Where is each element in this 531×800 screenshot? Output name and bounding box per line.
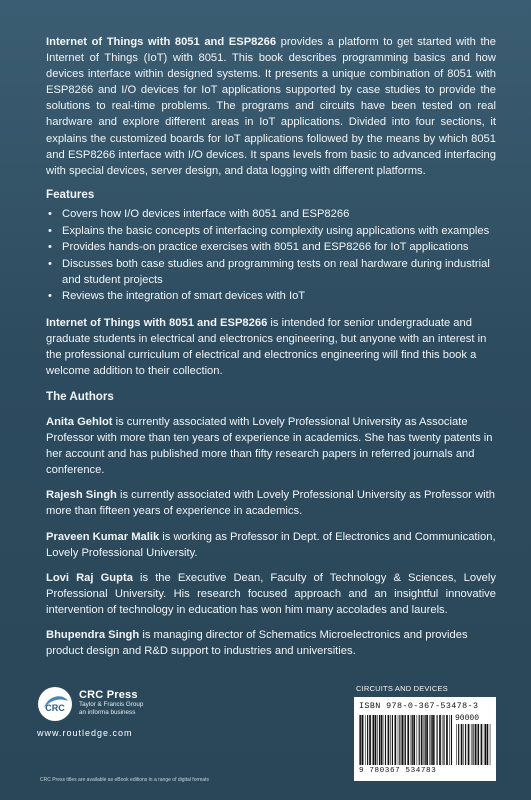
feature-item: • Discusses both case studies and programming tests on real hardware during industrial and student projects [46,256,496,288]
author-bio [46,487,496,519]
barcode-bar [465,724,466,765]
barcode-bar [432,715,434,765]
barcode-bar [481,724,483,765]
author-bio-text: is currently associated with Lovely Professional University as Associate Professor with more than ten years of experience in academics. She has twenty patents in her account and has published more than fifty research papers in referred journals and conference. [46,415,493,477]
barcode-bar [468,724,470,765]
barcode-bar [451,715,452,765]
author-bio [46,529,496,561]
barcode-bar [431,715,432,765]
author-name: Rajesh Singh [46,489,117,502]
features-heading: Features [46,187,95,201]
barcode-bar [407,715,409,765]
feature-item: • Explains the basic concepts of interfacing complexity using applications with examples [46,223,496,239]
feature-item: • Covers how I/O devices interface with 8051 and ESP8266 [46,206,496,222]
barcode-bar [426,715,428,765]
ean-barcode-bars [359,715,454,765]
barcode-bar [484,724,485,765]
author-bio [46,570,496,618]
barcode-bar [424,715,425,765]
crc-logo-icon [37,686,73,722]
ebook-note: CRC Press titles are available as eBook editions in a range of digital formats [40,777,209,783]
barcode-bar [425,715,426,765]
barcode-bar [439,715,441,765]
barcode-bar [458,724,459,765]
features-list [46,206,496,305]
barcode-bar [473,724,474,765]
publisher-text [79,689,143,717]
barcode-bar [413,715,415,765]
intro-book-title: Internet of Things with 8051 and ESP8266 [46,36,277,48]
barcode-bar [419,715,420,765]
barcode-bar [412,715,413,765]
ean-digits: 9 780367 534783 [359,767,437,775]
intro-paragraph [46,34,496,179]
barcode-bar [434,715,435,765]
crc-logo-text: CRC [45,703,65,713]
barcode-bar [367,715,368,765]
barcode-bar [372,715,373,765]
barcode-bar [399,715,400,765]
author-name: Praveen Kumar Malik [46,530,160,543]
cover-text-content [46,34,496,659]
barcode-bar [429,715,430,765]
barcode-bar [449,715,450,765]
barcode-bar [398,715,399,765]
barcode-bar [362,715,364,765]
author-name: Lovi Raj Gupta [46,571,133,584]
publisher-group: Taylor & Francis Group [79,701,144,708]
isbn-number: ISBN 978-0-367-53478-3 [359,701,479,711]
addon-barcode-bars [456,724,492,765]
feature-item: • Provides hands-on practice exercises with 8051 and ESP8266 for IoT applications [46,239,496,255]
barcode-bar [404,715,405,765]
barcode-bar [395,715,397,765]
barcode-bar [401,715,403,765]
audience-paragraph [46,315,496,379]
author-bio-text: is the Executive Dean, Faculty of Technology & Sciences, Lovely Professional University. His research focused approach and an insightful innovative intervention of technology in education has won him many accolades and laurels. [46,571,496,616]
author-bio-text: is working as Professor in Dept. of Electronics and Communication, Lovely Professional University. [46,530,496,559]
barcode-bar [411,715,412,765]
publisher-name: CRC Press [79,689,138,701]
barcode-bar [461,724,463,765]
audience-book-title: Internet of Things with 8051 and ESP8266 [46,316,268,329]
barcode-bar [383,715,384,765]
barcode-bar [381,715,383,765]
barcode-bar [365,715,366,765]
barcode-bar [475,724,477,765]
barcode-bar [392,715,393,765]
barcode-bar [377,715,378,765]
publisher-block [37,686,197,756]
barcode-bar [485,724,486,765]
barcode-bar [421,715,423,765]
audience-body: is intended for senior undergraduate and graduate students in electrical and electronics engineering, but anyone with an interest in the professional curriculum of electrical and electronics engineering will find this book a welcome addition to their collection. [46,316,487,377]
barcode-bar [388,715,390,765]
feature-item: • Reviews the integration of smart devices with IoT [46,288,496,304]
publisher-business: an informa business [79,709,136,716]
barcode-bar [373,715,374,765]
barcode-bar [379,715,380,765]
barcode-bar [359,715,360,765]
isbn-barcode [354,697,496,781]
price-code: 90000 [455,714,480,723]
intro-body: provides a platform to get started with the Internet of Things (IoT) with 8051. This book describes programming basics and how devices interface within designed systems. It presents a unique combination of 8051 with ESP8266 and I/O devices for IoT applications supported by case studies to provide the solutions to real-time problems. The programs and circuits have been tested on real hardware and explore different areas in IoT applications. Divided into four sections, it explains the customized boards for IoT applications followed by the means by which 8051 and ESP8266 interface with I/O devices. It spans levels from basic to advanced interfacing with special devices, server design, and data logging with different platforms. [46,36,496,177]
author-bio-text: is currently associated with Lovely Professional University as Professor with more than fifteen years of experience in academics. [46,489,495,518]
barcode-bar [390,715,391,765]
barcode-bar [437,715,438,765]
barcode-bar [477,724,478,765]
author-bio [46,627,496,659]
barcode-bar [442,715,443,765]
barcode-bar [360,715,361,765]
barcode-bar [375,715,377,765]
barcode-bar [405,715,406,765]
author-name: Bhupendra Singh [46,629,140,641]
publisher-website: www.routledge.com [37,728,133,738]
barcode-bar [417,715,418,765]
barcode-bar [446,715,448,765]
author-bio-text: is managing director of Schematics Microelectronics and provides product design and R&D support to industries and universities. [46,629,468,658]
barcode-bar [369,715,371,765]
barcode-bar [456,724,457,765]
authors-heading: The Authors [46,389,114,403]
author-bio [46,414,496,478]
barcode-bar [478,724,479,765]
barcode-bar [463,724,464,765]
barcode-bar [443,715,444,765]
subject-category: CIRCUITS AND DEVICES [356,684,448,693]
author-name: Anita Gehlot [46,415,113,428]
barcode-bar [487,724,489,765]
barcode-bar [490,724,491,765]
barcode-bar [471,724,472,765]
barcode-bar [385,715,386,765]
